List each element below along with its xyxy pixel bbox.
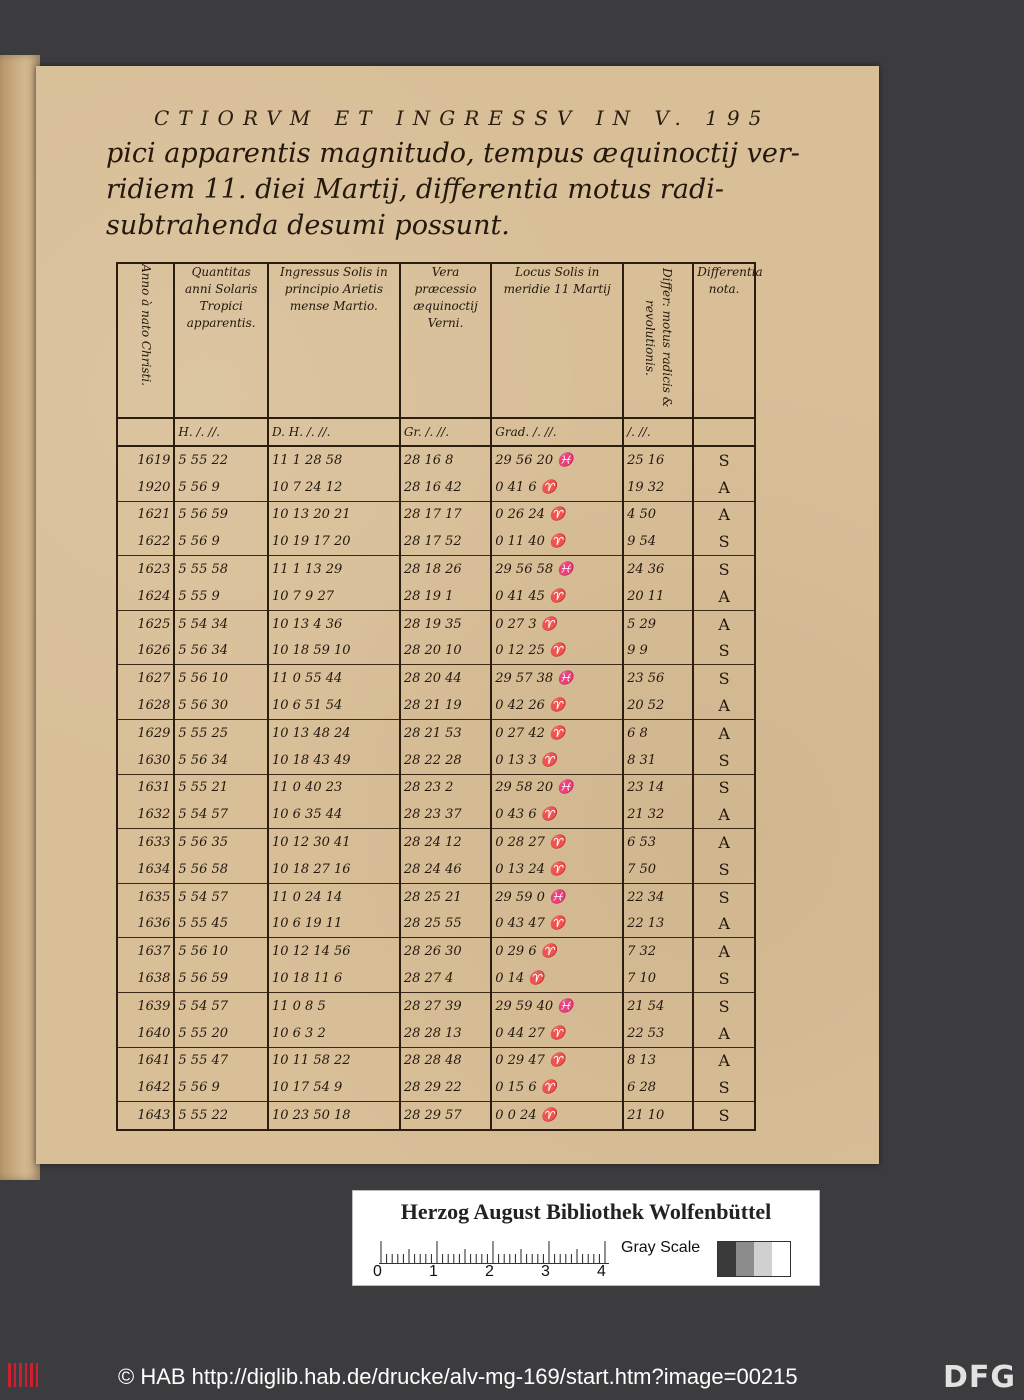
note-cell: S — [693, 747, 755, 774]
value-cell: 22 53 — [623, 1020, 693, 1047]
header-sun-position: Locus Solis in meridie 11 Martij — [491, 263, 623, 418]
value-cell: 5 55 22 — [174, 1102, 268, 1130]
unit-cell: /. //. — [623, 418, 693, 446]
value-cell: 22 34 — [623, 883, 693, 910]
table-row — [117, 610, 755, 637]
table-row — [117, 665, 755, 692]
value-cell: 21 32 — [623, 801, 693, 828]
value-cell: 28 20 44 — [400, 665, 491, 692]
year-cell: 1635 — [117, 883, 174, 910]
value-cell: 10 7 9 27 — [268, 583, 400, 610]
value-cell: 0 43 6 ♈ — [491, 801, 623, 828]
table-row — [117, 883, 755, 910]
value-cell: 10 17 54 9 — [268, 1074, 400, 1101]
value-cell: 5 56 59 — [174, 501, 268, 528]
year-cell: 1636 — [117, 911, 174, 938]
value-cell: 28 17 52 — [400, 528, 491, 555]
year-cell: 1630 — [117, 747, 174, 774]
value-cell: 10 12 30 41 — [268, 829, 400, 856]
table-row — [117, 556, 755, 583]
note-cell: A — [693, 501, 755, 528]
note-cell: S — [693, 1074, 755, 1101]
value-cell: 11 1 13 29 — [268, 556, 400, 583]
intro-text — [106, 136, 806, 244]
value-cell: 0 28 27 ♈ — [491, 829, 623, 856]
book-page — [36, 66, 879, 1164]
table-row — [117, 992, 755, 1019]
value-cell: 19 32 — [623, 474, 693, 501]
value-cell: 5 56 34 — [174, 638, 268, 665]
value-cell: 10 6 3 2 — [268, 1020, 400, 1047]
year-cell: 1624 — [117, 583, 174, 610]
value-cell: 10 18 43 49 — [268, 747, 400, 774]
header-year: Anno à nato Christi. — [117, 263, 174, 418]
unit-cell: D. H. /. //. — [268, 418, 400, 446]
table-row — [117, 829, 755, 856]
unit-cell: Grad. /. //. — [491, 418, 623, 446]
note-cell: S — [693, 528, 755, 555]
year-cell: 1633 — [117, 829, 174, 856]
year-cell: 1638 — [117, 965, 174, 992]
header-motion-difference: Differ: motus radicis & revolutionis. — [623, 263, 693, 418]
value-cell: 10 11 58 22 — [268, 1047, 400, 1074]
value-cell: 6 28 — [623, 1074, 693, 1101]
value-cell: 0 44 27 ♈ — [491, 1020, 623, 1047]
value-cell: 22 13 — [623, 911, 693, 938]
year-cell: 1629 — [117, 719, 174, 746]
value-cell: 0 41 45 ♈ — [491, 583, 623, 610]
year-cell: 1628 — [117, 692, 174, 719]
value-cell: 5 56 10 — [174, 665, 268, 692]
intro-line: ridiem 11. diei Martij, differentia motus radi- — [106, 174, 724, 205]
value-cell: 28 18 26 — [400, 556, 491, 583]
value-cell: 28 23 2 — [400, 774, 491, 801]
note-cell: S — [693, 556, 755, 583]
value-cell: 5 54 57 — [174, 883, 268, 910]
library-name: Herzog August Bibliothek Wolfenbüttel — [400, 1199, 772, 1224]
value-cell: 10 19 17 20 — [268, 528, 400, 555]
note-cell: A — [693, 829, 755, 856]
running-head: CTIORVM ET INGRESSV IN V. 195 — [154, 106, 771, 130]
value-cell: 21 54 — [623, 992, 693, 1019]
value-cell: 5 54 57 — [174, 801, 268, 828]
value-cell: 28 23 37 — [400, 801, 491, 828]
year-cell: 1619 — [117, 446, 174, 474]
note-cell: A — [693, 911, 755, 938]
header-sun-ingress: Ingressus Solis in principio Arietis mense Martio. — [268, 263, 400, 418]
year-cell: 1641 — [117, 1047, 174, 1074]
value-cell: 10 6 51 54 — [268, 692, 400, 719]
note-cell: A — [693, 801, 755, 828]
value-cell: 8 13 — [623, 1047, 693, 1074]
table-row — [117, 938, 755, 965]
value-cell: 6 8 — [623, 719, 693, 746]
value-cell: 5 55 9 — [174, 583, 268, 610]
value-cell: 5 56 35 — [174, 829, 268, 856]
value-cell: 5 55 47 — [174, 1047, 268, 1074]
table-row — [117, 911, 755, 938]
value-cell: 5 55 58 — [174, 556, 268, 583]
value-cell: 0 11 40 ♈ — [491, 528, 623, 555]
value-cell: 28 19 1 — [400, 583, 491, 610]
value-cell: 10 6 19 11 — [268, 911, 400, 938]
value-cell: 23 56 — [623, 665, 693, 692]
value-cell: 10 6 35 44 — [268, 801, 400, 828]
note-cell: A — [693, 1020, 755, 1047]
ruler-number: 4 — [597, 1263, 606, 1280]
unit-cell — [117, 418, 174, 446]
value-cell: 5 55 21 — [174, 774, 268, 801]
year-cell: 1622 — [117, 528, 174, 555]
value-cell: 7 32 — [623, 938, 693, 965]
value-cell: 5 54 34 — [174, 610, 268, 637]
note-cell: A — [693, 474, 755, 501]
value-cell: 28 21 19 — [400, 692, 491, 719]
value-cell: 10 12 14 56 — [268, 938, 400, 965]
ruler-number: 3 — [541, 1263, 550, 1280]
source-link[interactable]: © HAB http://diglib.hab.de/drucke/alv-mg-169/start.htm?image=00215 — [118, 1364, 798, 1389]
value-cell: 29 59 0 ♓ — [491, 883, 623, 910]
value-cell: 10 13 4 36 — [268, 610, 400, 637]
table-row — [117, 801, 755, 828]
value-cell: 0 43 47 ♈ — [491, 911, 623, 938]
value-cell: 21 10 — [623, 1102, 693, 1130]
value-cell: 20 52 — [623, 692, 693, 719]
year-cell: 1623 — [117, 556, 174, 583]
header-difference-note: Differentia nota. — [693, 263, 755, 418]
value-cell: 5 55 25 — [174, 719, 268, 746]
value-cell: 5 29 — [623, 610, 693, 637]
ephemeris-table — [116, 262, 763, 1131]
value-cell: 10 18 27 16 — [268, 856, 400, 883]
value-cell: 0 42 26 ♈ — [491, 692, 623, 719]
adjacent-page-edge — [0, 55, 40, 1180]
value-cell: 11 1 28 58 — [268, 446, 400, 474]
value-cell: 11 0 24 14 — [268, 883, 400, 910]
value-cell: 5 56 9 — [174, 474, 268, 501]
value-cell: 7 50 — [623, 856, 693, 883]
value-cell: 5 56 9 — [174, 1074, 268, 1101]
hab-logo-icon — [6, 1360, 42, 1390]
table-row — [117, 446, 755, 474]
value-cell: 0 13 24 ♈ — [491, 856, 623, 883]
table-row — [117, 528, 755, 555]
value-cell: 10 23 50 18 — [268, 1102, 400, 1130]
note-cell: A — [693, 1047, 755, 1074]
value-cell: 5 55 45 — [174, 911, 268, 938]
table-row — [117, 1047, 755, 1074]
value-cell: 29 56 20 ♓ — [491, 446, 623, 474]
note-cell: A — [693, 692, 755, 719]
value-cell: 28 28 48 — [400, 1047, 491, 1074]
value-cell: 10 7 24 12 — [268, 474, 400, 501]
dfg-logo: DFG — [942, 1360, 1016, 1395]
year-cell: 1634 — [117, 856, 174, 883]
value-cell: 28 16 42 — [400, 474, 491, 501]
value-cell: 28 29 22 — [400, 1074, 491, 1101]
value-cell: 28 26 30 — [400, 938, 491, 965]
units-row — [117, 418, 755, 446]
value-cell: 5 54 57 — [174, 992, 268, 1019]
table-row — [117, 1020, 755, 1047]
note-cell: S — [693, 638, 755, 665]
ruler-ticks — [379, 1241, 609, 1264]
table-row — [117, 474, 755, 501]
note-cell: S — [693, 965, 755, 992]
year-cell: 1626 — [117, 638, 174, 665]
value-cell: 28 17 17 — [400, 501, 491, 528]
value-cell: 28 20 10 — [400, 638, 491, 665]
unit-cell: H. /. //. — [174, 418, 268, 446]
value-cell: 10 18 11 6 — [268, 965, 400, 992]
note-cell: S — [693, 856, 755, 883]
year-cell: 1920 — [117, 474, 174, 501]
note-cell: S — [693, 883, 755, 910]
value-cell: 29 59 40 ♓ — [491, 992, 623, 1019]
table-row — [117, 1074, 755, 1101]
value-cell: 28 28 13 — [400, 1020, 491, 1047]
table-row — [117, 1102, 755, 1130]
value-cell: 4 50 — [623, 501, 693, 528]
table-row — [117, 719, 755, 746]
value-cell: 5 56 58 — [174, 856, 268, 883]
value-cell: 29 56 58 ♓ — [491, 556, 623, 583]
value-cell: 0 13 3 ♈ — [491, 747, 623, 774]
value-cell: 7 10 — [623, 965, 693, 992]
note-cell: A — [693, 719, 755, 746]
note-cell: A — [693, 583, 755, 610]
value-cell: 29 58 20 ♓ — [491, 774, 623, 801]
year-cell: 1643 — [117, 1102, 174, 1130]
value-cell: 0 29 6 ♈ — [491, 938, 623, 965]
value-cell: 11 0 55 44 — [268, 665, 400, 692]
header-tropical-year: Quantitas anni Solaris Tropici apparentis. — [174, 263, 268, 418]
year-cell: 1621 — [117, 501, 174, 528]
value-cell: 24 36 — [623, 556, 693, 583]
value-cell: 0 27 42 ♈ — [491, 719, 623, 746]
value-cell: 28 25 21 — [400, 883, 491, 910]
value-cell: 5 55 22 — [174, 446, 268, 474]
note-cell: S — [693, 992, 755, 1019]
library-color-target — [352, 1190, 820, 1286]
value-cell: 5 56 10 — [174, 938, 268, 965]
note-cell: S — [693, 774, 755, 801]
note-cell: S — [693, 446, 755, 474]
ruler-number: 1 — [429, 1263, 438, 1280]
value-cell: 28 19 35 — [400, 610, 491, 637]
value-cell: 5 56 34 — [174, 747, 268, 774]
year-cell: 1632 — [117, 801, 174, 828]
value-cell: 28 21 53 — [400, 719, 491, 746]
value-cell: 28 22 28 — [400, 747, 491, 774]
value-cell: 10 13 20 21 — [268, 501, 400, 528]
intro-line: pici apparentis magnitudo, tempus æquinoctij ver- — [106, 138, 800, 169]
table-header-row — [117, 263, 755, 418]
unit-cell: Gr. /. //. — [400, 418, 491, 446]
value-cell: 0 12 25 ♈ — [491, 638, 623, 665]
value-cell: 23 14 — [623, 774, 693, 801]
table-body — [117, 446, 755, 1130]
value-cell: 0 0 24 ♈ — [491, 1102, 623, 1130]
note-cell: S — [693, 665, 755, 692]
intro-line: subtrahenda desumi possunt. — [106, 210, 510, 241]
ruler-number: 2 — [485, 1263, 494, 1280]
value-cell: 0 29 47 ♈ — [491, 1047, 623, 1074]
viewer-footer — [0, 1356, 1024, 1400]
value-cell: 10 13 48 24 — [268, 719, 400, 746]
table-row — [117, 501, 755, 528]
note-cell: A — [693, 938, 755, 965]
year-cell: 1640 — [117, 1020, 174, 1047]
value-cell: 0 15 6 ♈ — [491, 1074, 623, 1101]
value-cell: 28 25 55 — [400, 911, 491, 938]
table-row — [117, 583, 755, 610]
value-cell: 5 56 59 — [174, 965, 268, 992]
value-cell: 10 18 59 10 — [268, 638, 400, 665]
ruler-number: 0 — [373, 1263, 382, 1280]
value-cell: 0 27 3 ♈ — [491, 610, 623, 637]
value-cell: 11 0 40 23 — [268, 774, 400, 801]
value-cell: 20 11 — [623, 583, 693, 610]
gray-scale-label: Gray Scale — [621, 1239, 701, 1256]
value-cell: 9 54 — [623, 528, 693, 555]
value-cell: 5 56 9 — [174, 528, 268, 555]
value-cell: 28 16 8 — [400, 446, 491, 474]
value-cell: 0 26 24 ♈ — [491, 501, 623, 528]
year-cell: 1642 — [117, 1074, 174, 1101]
value-cell: 5 55 20 — [174, 1020, 268, 1047]
value-cell: 28 24 12 — [400, 829, 491, 856]
value-cell: 28 24 46 — [400, 856, 491, 883]
value-cell: 28 29 57 — [400, 1102, 491, 1130]
value-cell: 25 16 — [623, 446, 693, 474]
unit-cell — [693, 418, 755, 446]
table-row — [117, 747, 755, 774]
header-precession: Vera præcessio æquinoctij Verni. — [400, 263, 491, 418]
value-cell: 5 56 30 — [174, 692, 268, 719]
table-row — [117, 692, 755, 719]
table-row — [117, 965, 755, 992]
year-cell: 1639 — [117, 992, 174, 1019]
value-cell: 6 53 — [623, 829, 693, 856]
value-cell: 28 27 39 — [400, 992, 491, 1019]
value-cell: 0 41 6 ♈ — [491, 474, 623, 501]
value-cell: 9 9 — [623, 638, 693, 665]
year-cell: 1625 — [117, 610, 174, 637]
value-cell: 0 14 ♈ — [491, 965, 623, 992]
value-cell: 29 57 38 ♓ — [491, 665, 623, 692]
year-cell: 1637 — [117, 938, 174, 965]
table-row — [117, 856, 755, 883]
year-cell: 1631 — [117, 774, 174, 801]
note-cell: S — [693, 1102, 755, 1130]
value-cell: 11 0 8 5 — [268, 992, 400, 1019]
table-row — [117, 774, 755, 801]
table-row — [117, 638, 755, 665]
year-cell: 1627 — [117, 665, 174, 692]
gray-scale-swatch — [717, 1241, 791, 1277]
value-cell: 8 31 — [623, 747, 693, 774]
note-cell: A — [693, 610, 755, 637]
value-cell: 28 27 4 — [400, 965, 491, 992]
